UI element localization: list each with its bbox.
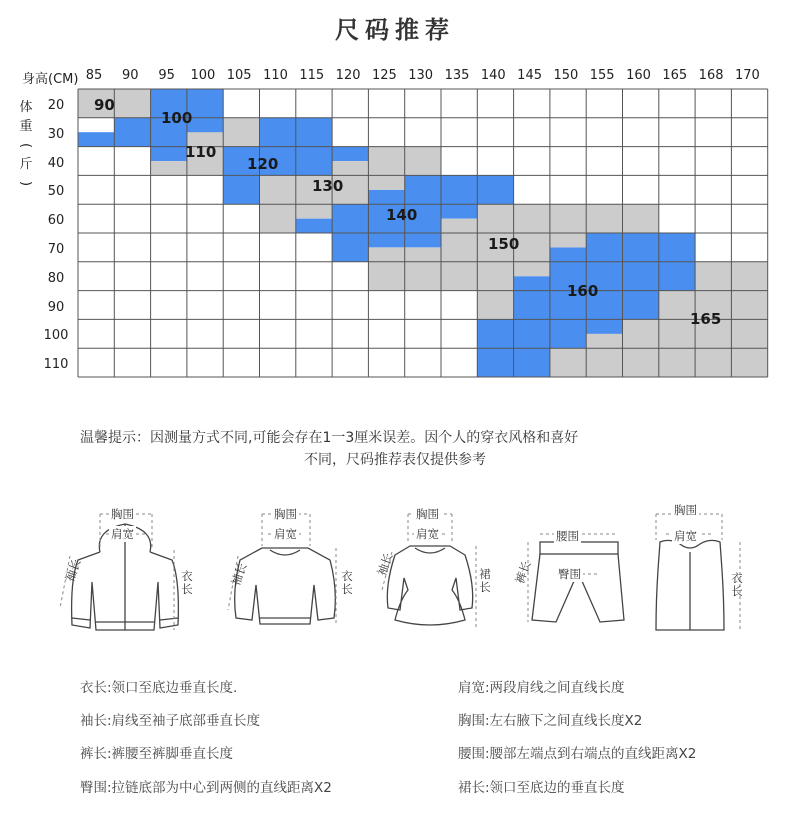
height-label: 120 xyxy=(335,68,361,83)
height-label: 155 xyxy=(589,68,615,83)
size-cell-fill xyxy=(78,132,114,146)
definition-chest: 胸围:左右腋下之间直线长度X2 xyxy=(458,713,643,729)
sweater-shoulder-label: 肩宽 xyxy=(274,527,297,541)
height-label: 100 xyxy=(190,68,216,83)
weight-header: 体 重 ( 斤 ) xyxy=(18,100,34,187)
size-tag-150: 150 xyxy=(488,235,520,253)
dress-shoulder-label: 肩宽 xyxy=(416,527,439,541)
size-cell-fill xyxy=(223,118,259,147)
weight-label: 50 xyxy=(47,184,65,200)
height-header: 身高(CM) xyxy=(22,72,79,87)
weight-label: 30 xyxy=(47,126,65,142)
size-tag-160: 160 xyxy=(567,282,599,300)
weight-label: 80 xyxy=(47,270,65,286)
definition-skirt-length: 裙长:领口至底边的垂直长度 xyxy=(458,780,625,796)
height-label: 145 xyxy=(517,68,542,83)
size-cell-fill xyxy=(550,233,586,247)
weight-label: 40 xyxy=(47,155,65,171)
vest-length-label: 衣 长 xyxy=(731,571,743,598)
size-cell-fill xyxy=(514,276,550,290)
size-cell-fill xyxy=(296,219,332,233)
weight-label: 70 xyxy=(47,242,65,257)
height-label: 90 xyxy=(122,68,139,83)
dress-sleeve-label: 袖长 xyxy=(374,551,396,578)
dress-icon xyxy=(387,546,472,625)
size-tag-110: 110 xyxy=(185,143,217,161)
size-cell-fill xyxy=(405,175,514,204)
jacket-sleeve-label: 袖长 xyxy=(62,557,84,584)
size-cell-fill xyxy=(260,204,296,233)
height-label: 165 xyxy=(662,68,688,83)
height-label: 95 xyxy=(158,68,175,83)
height-label: 105 xyxy=(226,68,252,83)
height-label: 140 xyxy=(480,68,506,83)
height-label: 160 xyxy=(626,68,651,83)
definition-hip: 臀围:拉链底部为中心到两侧的直线距离X2 xyxy=(80,780,332,796)
vest-icon xyxy=(656,540,724,630)
weight-label: 90 xyxy=(47,299,65,315)
size-cell-fill xyxy=(368,175,404,189)
jacket-length-label: 衣 长 xyxy=(181,569,193,596)
size-tag-165: 165 xyxy=(690,310,722,328)
size-cell-fill xyxy=(586,233,695,262)
sweater-length-label: 衣 长 xyxy=(341,569,353,596)
size-cell-fill xyxy=(405,233,441,247)
definition-pants-length: 裤长:裤腰至裤脚垂直长度 xyxy=(80,746,234,762)
sweater-chest-label: 胸围 xyxy=(274,507,297,521)
weight-label: 100 xyxy=(43,328,69,344)
definition-shoulder: 肩宽:两段肩线之间直线长度 xyxy=(458,680,625,696)
size-cell-fill xyxy=(586,334,622,348)
size-cell-fill xyxy=(368,190,404,204)
size-cell-fill xyxy=(550,247,586,261)
size-tag-130: 130 xyxy=(312,177,344,195)
height-label: 130 xyxy=(408,68,434,83)
pants-length-label: 裤长 xyxy=(512,559,534,586)
weight-label: 20 xyxy=(47,98,65,113)
size-tag-140: 140 xyxy=(386,206,418,224)
definition-sleeve: 袖长:肩线至袖子底部垂直长度 xyxy=(80,713,261,729)
size-cell-fill xyxy=(296,204,332,218)
height-label: 110 xyxy=(263,68,288,83)
size-cell-fill xyxy=(514,262,550,276)
weight-label: 60 xyxy=(47,213,65,229)
pants-hip-label: 臀围 xyxy=(558,567,581,581)
size-cell-fill xyxy=(477,291,513,320)
size-tag-120: 120 xyxy=(247,155,279,173)
size-cell-fill xyxy=(151,161,187,175)
jacket-shoulder-label: 肩宽 xyxy=(111,527,134,541)
page-title: 尺码推荐 xyxy=(335,16,455,44)
size-cell-fill xyxy=(332,233,368,262)
vest-shoulder-label: 肩宽 xyxy=(674,529,697,543)
height-label: 115 xyxy=(299,68,325,83)
height-label: 168 xyxy=(698,68,724,83)
height-label: 125 xyxy=(371,68,397,83)
sweater-sleeve-label: 袖长 xyxy=(228,561,250,588)
jacket-chest-label: 胸围 xyxy=(111,507,134,521)
weight-label: 110 xyxy=(43,357,69,373)
tip-line-2: 不同，尺码推荐表仅提供参考 xyxy=(304,452,486,468)
height-label: 135 xyxy=(444,68,470,83)
size-cell-fill xyxy=(368,247,404,261)
sweater-icon xyxy=(235,548,336,624)
pants-waist-label: 腰围 xyxy=(556,529,579,543)
size-chart-grid xyxy=(0,0,790,400)
vest-chest-label: 胸围 xyxy=(674,503,697,517)
definition-waist: 腰围:腰部左端点到右端点的直线距离X2 xyxy=(458,746,697,762)
size-cell-fill xyxy=(332,161,368,175)
size-tag-90: 90 xyxy=(94,96,115,114)
height-label: 85 xyxy=(85,68,103,83)
size-cell-fill xyxy=(368,233,404,247)
dress-length-label: 裙 长 xyxy=(479,567,491,594)
size-cell-fill xyxy=(441,204,477,218)
size-cell-fill xyxy=(477,204,659,233)
size-cell-fill xyxy=(441,219,477,233)
pants-icon xyxy=(532,542,624,622)
height-label: 150 xyxy=(553,68,579,83)
size-cell-fill xyxy=(151,147,187,161)
size-cell-fill xyxy=(405,247,441,261)
size-cell-fill xyxy=(332,147,368,161)
tip-line-1: 温馨提示：因测量方式不同,可能会存在1一3厘米误差。因个人的穿衣风格和喜好 xyxy=(80,430,579,446)
size-cell-fill xyxy=(223,175,259,204)
height-label: 170 xyxy=(734,68,760,83)
dress-chest-label: 胸围 xyxy=(416,507,439,521)
definition-length: 衣长:领口至底边垂直长度. xyxy=(80,680,238,696)
size-tag-100: 100 xyxy=(161,109,193,127)
